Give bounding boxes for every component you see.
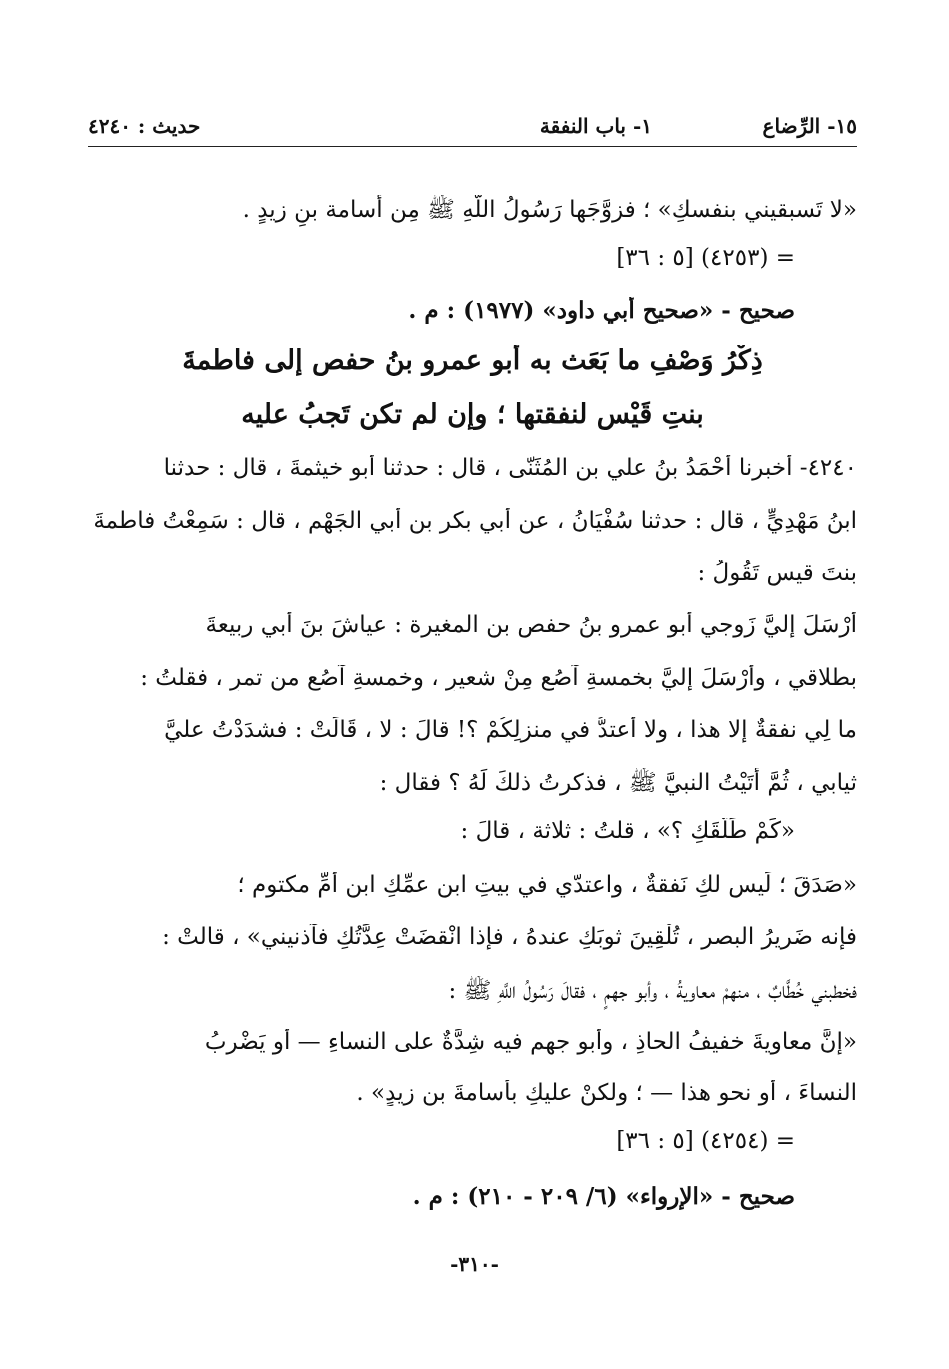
text-line: «صَدَقَ ؛ لَيس لكِ نَفقةٌ ، واعتدّي في بيتِ ابنِ عمِّكِ ابنِ أُمِّ مكتوم ؛ xyxy=(237,872,857,898)
text-line: ٤٢٤٠- أخبرنا أَحْمَدُ بنُ علي بن المُثَنّى ، قال : حدثنا أبو خيثمةَ ، قال : حدثنا xyxy=(163,455,857,481)
text-line: ما لِي نفقةٌ إلا هذا ، ولا أعتدُّ في منزلِكُمْ ؟! قالَ : لا ، قَالَتْ : فشدَدْتُ عليَّ xyxy=(164,717,857,743)
section-title: ذِكْرُ وَصْفِ ما بَعَث به أبو عمرو بنُ حفصٍ إلى فاطمةَ xyxy=(182,345,763,376)
grading-line: صحيح - «الإرواء» (٦/ ٢٠٩ - ٢١٠) : م . xyxy=(412,1183,795,1210)
text-line: فخطبني خُطَّابٌ ، منهمْ معاويةُ ، وأبو جهمٍ ، فقالَ رَسُولُ اللَّهِ ﷺ : xyxy=(448,978,857,1004)
text-line: «إنَّ معاويةَ خفيفُ الحاذِ ، وأبو جهمٍ فيه شِدَّةٌ على النساءِ — أو يَضْرِبُ xyxy=(204,1029,857,1055)
text-line: أَرْسَلَ إليَّ زَوجي أبو عمرو بنُ حفصِ بنِ المغيرة : عياشَ بنَ أبي ربيعةَ xyxy=(205,612,857,638)
header-hadith-ref: حديث : ٤٢٤٠ xyxy=(88,114,201,138)
text-line: ابنُ مَهْدِيٍّ ، قال : حدثنا سُفْيَانُ ، عن أبي بكرِ بنِ أبي الجَهْمِ ، قال : سَمِعْتُ فاطمةَ xyxy=(93,508,857,534)
text-line: بطلاقي ، وأَرْسَلَ إليَّ بخمسةِ آصُعٍ مِنْ شعيرٍ ، وخمسةِ آصُعٍ من تمرٍ ، فقلتُ : xyxy=(140,665,857,691)
text-line: «كَمْ طَلَّقَكِ ؟» ، قلتُ : ثلاثة ، قالَ : xyxy=(460,818,795,844)
text-line: بنتَ قيس تَقُولُ : xyxy=(697,560,857,586)
text-line: ثيابي ، ثُمَّ أَتَيْتُ النبيَّ ﷺ ، فذكرتُ ذلكَ لَهُ ؟ فقال : xyxy=(379,770,857,796)
header-chapter: ١٥- الرِّضاع xyxy=(762,114,857,138)
grading-line: صحيح - «صحيح أبي داود» (١٩٧٧) : م . xyxy=(408,297,795,324)
text-line: = (٤٢٥٤) [٥ : ٣٦] xyxy=(616,1128,795,1154)
section-title: بنتِ قَيْسٍ لنفقتها ؛ وإن لم تكن تَجبُ عليه xyxy=(241,399,704,430)
text-line: «لا تَسبقيني بنفسكِ» ؛ فزوَّجَها رَسُولُ اللَّهِ ﷺ مِن أُسامة بنِ زيدٍ . xyxy=(242,197,857,223)
text-line: = (٤٢٥٣) [٥ : ٣٦] xyxy=(616,245,795,271)
text-line: فإنه ضَريرُ البصرِ ، تُلْقِينَ ثوبَكِ عندهُ ، فإذا انْقضَتْ عِدَّتُكِ فآذنيني» ، قالتْ : xyxy=(162,924,857,950)
text-line: النساءَ ، أو نحو هذا — ؛ ولكنْ عليكِ بأُسامةَ بنِ زيدٍ» . xyxy=(356,1080,857,1106)
page-number: -٣١٠- xyxy=(450,1252,499,1276)
header-section: ١- باب النفقة xyxy=(539,114,652,138)
running-header xyxy=(88,110,857,147)
